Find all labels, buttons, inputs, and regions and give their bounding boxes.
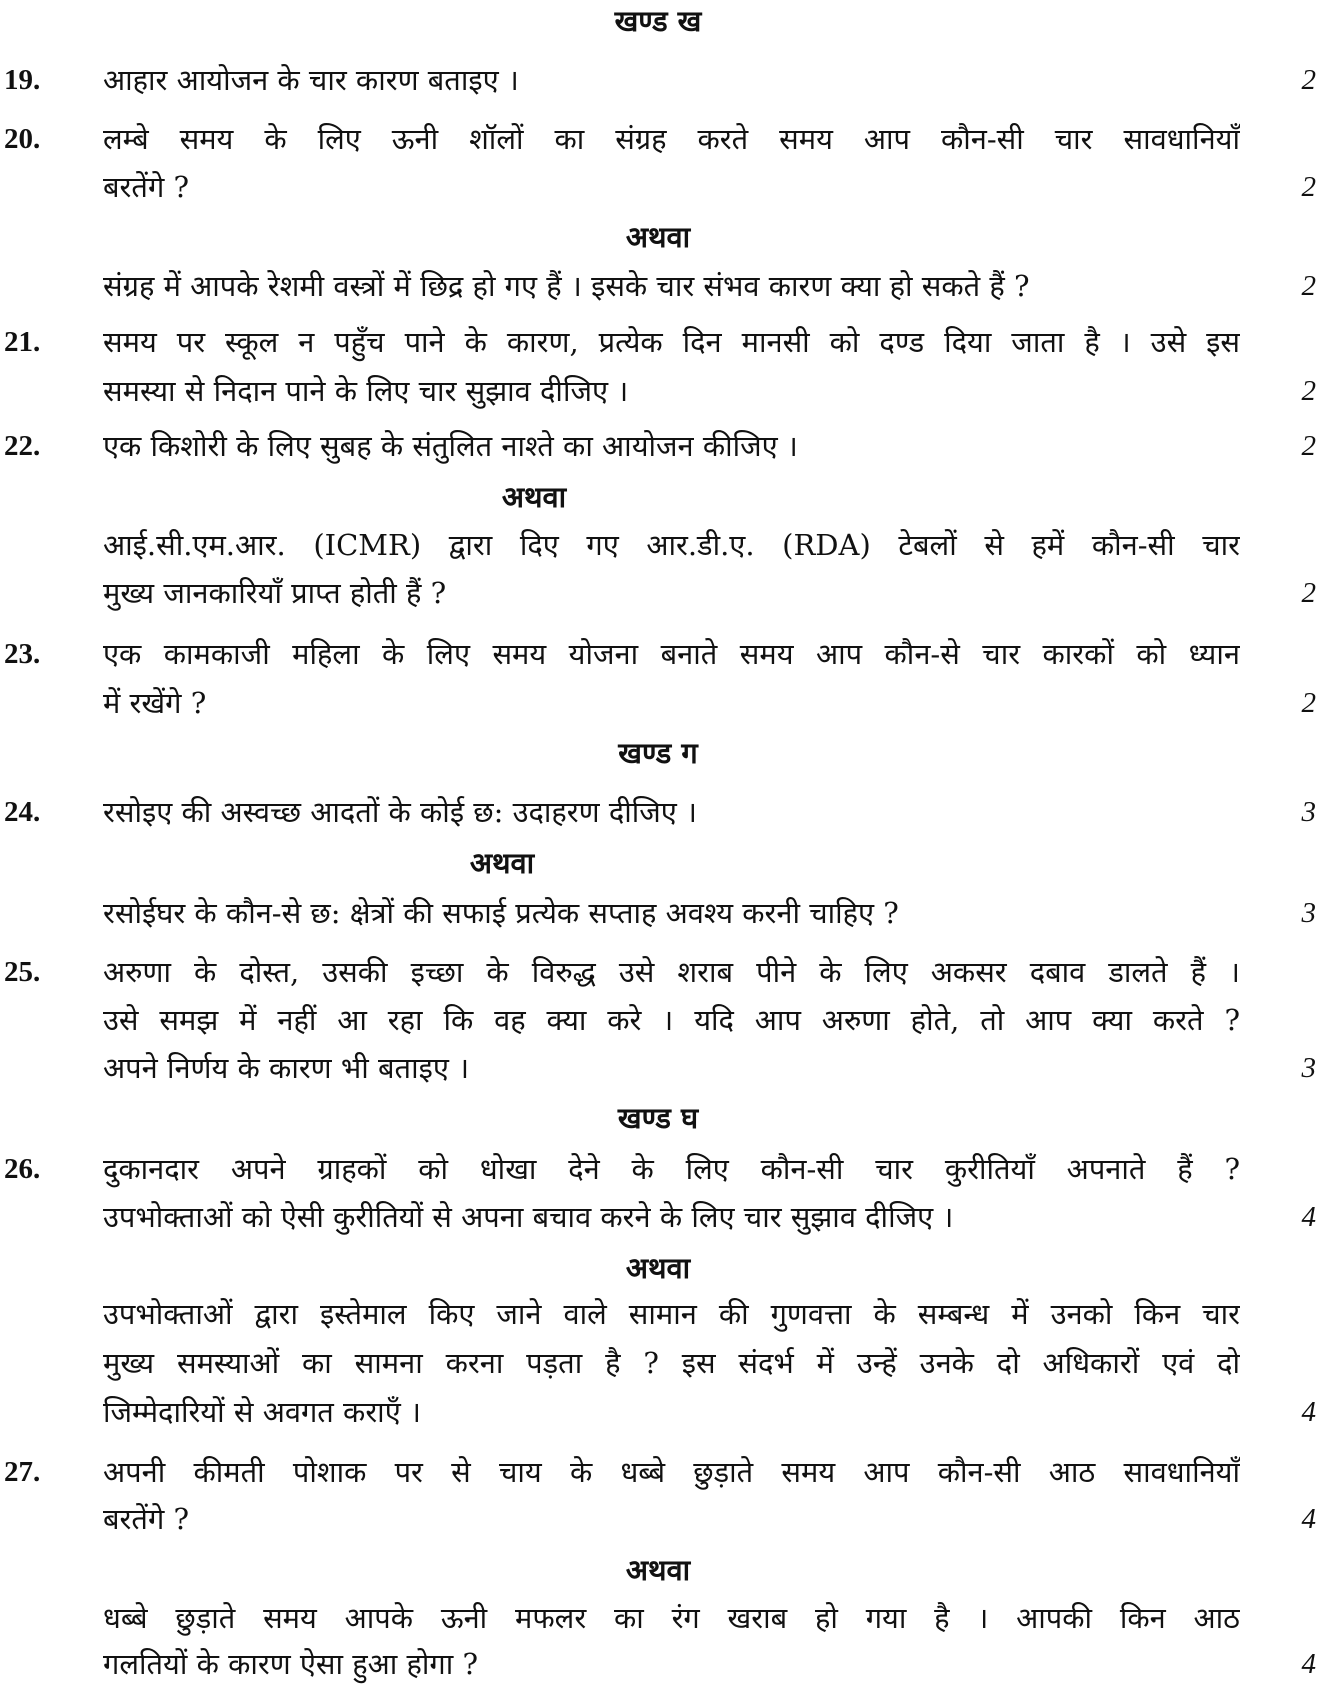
question-text: रसोइए की अस्वच्छ आदतों के कोई छ: उदाहरण दीजिए ।	[103, 795, 698, 829]
question-text: आहार आयोजन के चार कारण बताइए ।	[103, 63, 519, 97]
alternative-question-text: रसोईघर के कौन-से छ: क्षेत्रों की सफाई प्रत्येक सप्ताह अवश्य करनी चाहिए ?	[103, 896, 899, 930]
question-text: उपभोक्ताओं को ऐसी कुरीतियों से अपना बचाव करने के लिए चार सुझाव दीजिए ।	[103, 1200, 954, 1234]
alternative-question-text: गलतियों के कारण ऐसा हुआ होगा ?	[103, 1647, 479, 1681]
question-number: 20.	[4, 123, 41, 155]
question-marks: 3	[1301, 897, 1316, 929]
question-number: 19.	[4, 64, 41, 96]
question-marks: 2	[1301, 430, 1316, 462]
question-text: बरतेंगे ?	[103, 1502, 190, 1536]
question-text: लम्बे समय के लिए ऊनी शॉलों का संग्रह करते समय आप कौन-सी चार सावधानियाँ	[103, 122, 1240, 156]
question-marks: 2	[1301, 687, 1316, 719]
question-text: दुकानदार अपने ग्राहकों को धोखा देने के लिए कौन-सी चार कुरीतियाँ अपनाते हैं ?	[103, 1152, 1240, 1186]
question-number: 27.	[4, 1456, 41, 1488]
question-marks: 3	[1301, 1052, 1316, 1084]
question-number: 21.	[4, 326, 41, 358]
question-marks: 2	[1301, 375, 1316, 407]
question-marks: 4	[1301, 1503, 1316, 1535]
or-label: अथवा	[469, 846, 535, 880]
alternative-question-text: जिम्मेदारियों से अवगत कराएँ ।	[103, 1395, 421, 1429]
question-number: 22.	[4, 430, 41, 462]
alternative-question-text: संग्रह में आपके रेशमी वस्त्रों में छिद्र हो गए हैं । इसके चार संभव कारण क्या हो सकते हैं ?	[103, 269, 1030, 303]
question-marks: 2	[1301, 270, 1316, 302]
question-text: एक कामकाजी महिला के लिए समय योजना बनाते समय आप कौन-से चार कारकों को ध्यान	[103, 637, 1240, 671]
or-label: अथवा	[501, 480, 567, 514]
alternative-question-text: मुख्य समस्याओं का सामना करना पड़ता है ? इस संदर्भ में उन्हें उनके दो अधिकारों एवं दो	[103, 1346, 1240, 1380]
question-text: में रखेंगे ?	[103, 686, 207, 720]
question-marks: 2	[1301, 64, 1316, 96]
alternative-question-text: मुख्य जानकारियाँ प्राप्त होती हैं ?	[103, 576, 447, 610]
or-label: अथवा	[625, 1251, 691, 1285]
alternative-question-text: आई.सी.एम.आर. (ICMR) द्वारा दिए गए आर.डी.ए. (RDA) टेबलों से हमें कौन-सी चार	[103, 528, 1240, 562]
question-marks: 4	[1301, 1396, 1316, 1428]
alternative-question-text: उपभोक्ताओं द्वारा इस्तेमाल किए जाने वाले सामान की गुणवत्ता के सम्बन्ध में उनको किन चार	[103, 1297, 1240, 1331]
question-text: अरुणा के दोस्त, उसकी इच्छा के विरुद्ध उसे शराब पीने के लिए अकसर दबाव डालते हैं ।	[103, 955, 1240, 989]
question-text: एक किशोरी के लिए सुबह के संतुलित नाश्ते का आयोजन कीजिए ।	[103, 429, 798, 463]
question-marks: 4	[1301, 1648, 1316, 1680]
section-heading-gha: खण्ड घ	[617, 1101, 699, 1135]
question-text: अपने निर्णय के कारण भी बताइए ।	[103, 1051, 470, 1085]
question-text: उसे समझ में नहीं आ रहा कि वह क्या करे । यदि आप अरुणा होते, तो आप क्या करते ?	[103, 1003, 1240, 1037]
question-number: 24.	[4, 796, 41, 828]
question-number: 23.	[4, 638, 41, 670]
question-marks: 2	[1301, 171, 1316, 203]
question-marks: 3	[1301, 796, 1316, 828]
question-text: बरतेंगे ?	[103, 170, 190, 204]
alternative-question-text: धब्बे छुड़ाते समय आपके ऊनी मफलर का रंग खराब हो गया है । आपकी किन आठ	[103, 1601, 1240, 1635]
section-heading-ga: खण्ड ग	[618, 736, 698, 770]
question-text: अपनी कीमती पोशाक पर से चाय के धब्बे छुड़ाते समय आप कौन-सी आठ सावधानियाँ	[103, 1455, 1240, 1489]
question-marks: 2	[1301, 577, 1316, 609]
or-label: अथवा	[625, 1553, 691, 1587]
or-label: अथवा	[625, 220, 691, 254]
section-heading-kha: खण्ड ख	[614, 4, 702, 38]
question-number: 26.	[4, 1153, 41, 1185]
question-number: 25.	[4, 956, 41, 988]
question-marks: 4	[1301, 1201, 1316, 1233]
question-text: समस्या से निदान पाने के लिए चार सुझाव दीजिए ।	[103, 374, 629, 408]
question-text: समय पर स्कूल न पहुँच पाने के कारण, प्रत्येक दिन मानसी को दण्ड दिया जाता है । उसे इस	[103, 325, 1240, 359]
